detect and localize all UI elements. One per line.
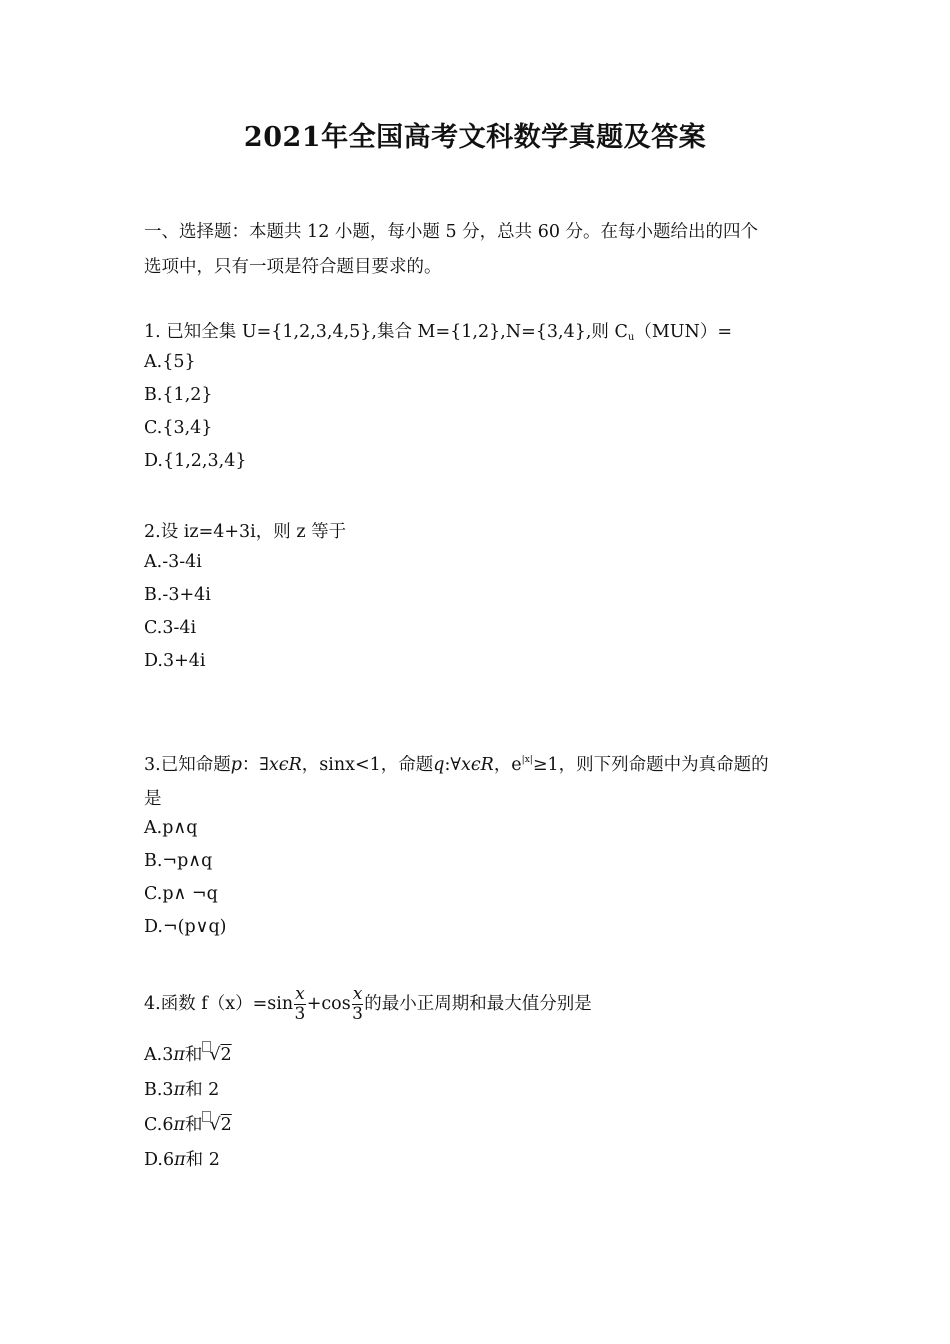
option-d-prefix: D.6 [144, 1150, 175, 1170]
fraction-x-over-3-second [352, 985, 364, 1024]
question-1-option-b: B.{1,2} [144, 385, 213, 405]
question-2-option-b: B.-3+4i [144, 585, 211, 605]
q3-text-5: ，e [493, 755, 522, 775]
radicand: 2 [220, 1045, 232, 1065]
question-3-option-a: A.p∧q [144, 818, 198, 838]
q3-text-6: ≥1，则下列命题中为真命题的 [532, 755, 769, 775]
question-1-stem-text: 1. 已知全集 U={1,2,3,4,5},集合 M={1,2},N={3,4},则 C [144, 322, 628, 342]
question-2-option-c: C.3-4i [144, 618, 197, 638]
exists-symbol: ∃ [259, 755, 269, 775]
pi-symbol: π [173, 1045, 185, 1065]
q3-text-2: ： [241, 755, 260, 775]
fraction-denominator: 3 [294, 1004, 306, 1024]
question-3-option-d: D.¬(p∨q) [144, 917, 227, 937]
fraction-numerator: x [295, 984, 305, 1004]
q3-proposition-q: q [433, 755, 445, 775]
fraction-x-over-3 [294, 985, 306, 1024]
question-3-stem [144, 751, 769, 776]
section-heading-line-2: 选项中，只有一项是符合题目要求的。 [144, 257, 442, 277]
question-1-option-c: C.{3,4} [144, 418, 213, 438]
option-c-prefix: C.6 [144, 1115, 174, 1135]
option-a-and: 和 [184, 1045, 203, 1065]
pi-symbol: π [174, 1150, 186, 1170]
q4-text-1: 4.函数 f（x）=sin [144, 994, 294, 1014]
question-4-option-d [144, 1146, 220, 1171]
fraction-denominator: 3 [352, 1004, 363, 1024]
q3-proposition-p: p [230, 755, 242, 775]
question-2-stem: 2.设 iz=4+3i，则 z 等于 [144, 522, 347, 542]
question-3-option-b: B.¬p∧q [144, 851, 213, 871]
option-d-tail: 和 2 [185, 1150, 220, 1170]
question-2-option-a: A.-3-4i [144, 552, 202, 572]
question-1-stem-tail: （MUN）= [634, 322, 732, 342]
option-b-tail: 和 2 [185, 1080, 220, 1100]
question-1-option-a: A.{5} [144, 352, 196, 372]
forall-symbol: ∀ [450, 755, 461, 775]
q3-domain-1: xϵR [268, 755, 302, 775]
q4-text-2: +cos [306, 994, 351, 1014]
question-4-stem [144, 985, 592, 1024]
q3-text-4: : [444, 755, 451, 775]
question-2-option-d: D.3+4i [144, 651, 206, 671]
complement-subscript: u [627, 332, 635, 343]
radicand: 2 [220, 1115, 232, 1135]
fraction-numerator: x [352, 984, 363, 1004]
question-4-option-a [144, 1041, 232, 1066]
question-4-option-b [144, 1076, 219, 1101]
q3-domain-2: xϵR [460, 755, 494, 775]
q3-text-3: ，sinx<1，命题 [301, 755, 434, 775]
radical-sign: √ [209, 1045, 221, 1065]
question-3-option-c: C.p∧ ¬q [144, 884, 218, 904]
question-4-option-c [144, 1111, 232, 1136]
option-b-prefix: B.3 [144, 1080, 174, 1100]
section-heading-line-1: 一、选择题：本题共 12 小题，每小题 5 分，总共 60 分。在每小题给出的四个 [144, 222, 759, 242]
q3-exponent: |x| [521, 755, 533, 765]
radical-sign: √ [209, 1115, 221, 1135]
pi-symbol: π [173, 1080, 186, 1100]
pi-symbol: π [173, 1115, 185, 1135]
question-3-stem-line-2: 是 [144, 789, 162, 809]
option-c-and: 和 [184, 1115, 203, 1135]
q4-text-3: 的最小正周期和最大值分别是 [364, 994, 592, 1014]
question-1-option-d: D.{1,2,3,4} [144, 451, 247, 471]
q3-text-1: 3.已知命题 [144, 755, 231, 775]
question-1-stem [144, 318, 732, 343]
option-a-prefix: A.3 [144, 1045, 174, 1065]
document-title: 2021年全国高考文科数学真题及答案 [243, 122, 707, 153]
